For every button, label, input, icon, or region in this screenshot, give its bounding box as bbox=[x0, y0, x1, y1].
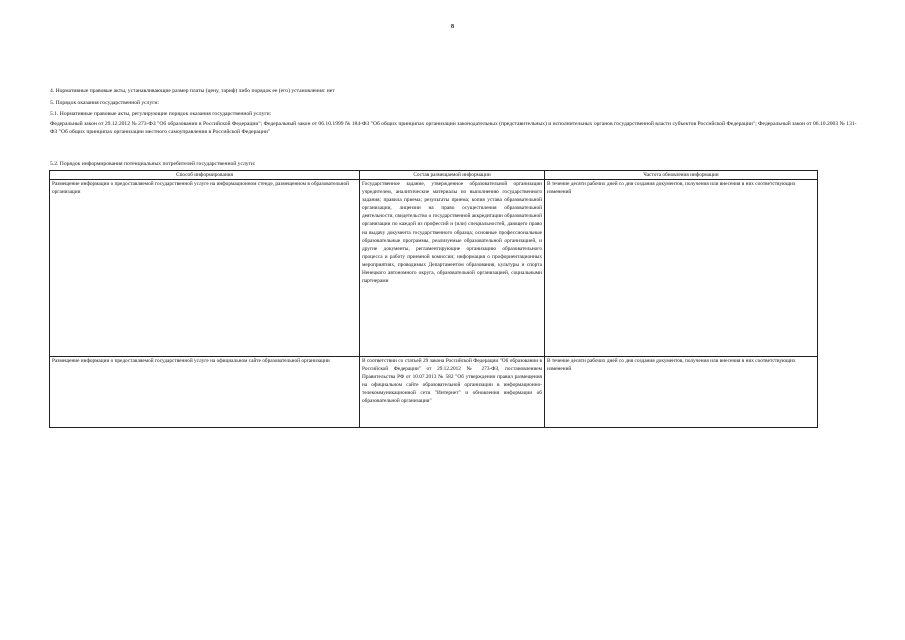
table-row bbox=[50, 180, 818, 357]
item-5-2-informing-heading: 5.2. Порядок информирования потенциальных потребителей государственной услуги: bbox=[50, 161, 256, 167]
cell-content bbox=[360, 357, 545, 428]
header-method: Способ информирования bbox=[50, 171, 360, 180]
cell-content-text: В соответствии со статьей 29 закона Российской Федерации "Об образовании в Российской Федерации" от 29.12.2012 № 273-ФЗ, постановлением Правительства РФ от 10.07.2013 № 582 "Об утверждении правил размещения на официальном сайте образовательной организации в информационно-телекоммуникационной сети "Интернет" и обновления информации об образовательной организации" bbox=[362, 358, 542, 405]
cell-content bbox=[360, 180, 545, 357]
cell-method-text: Размещение информации о предоставляемой государственной услуге на официальном сайте образовательной организации bbox=[52, 358, 330, 364]
header-frequency: Частота обновления информации bbox=[545, 171, 818, 180]
item-5-service-procedure: 5. Порядок оказания государственной услуги: bbox=[50, 100, 160, 106]
informing-table bbox=[49, 170, 818, 428]
table-row bbox=[50, 357, 818, 428]
cell-frequency bbox=[545, 357, 818, 428]
cell-frequency-text: В течение десяти рабочих дней со дня создания документов, получения или внесения в них соответствующих изменений bbox=[547, 181, 796, 196]
header-content: Состав размещаемой информации bbox=[360, 171, 545, 180]
cell-content-text: Государственное задание, утвержденное образовательной организации учредителем, аналитические материалы по выполнению государственного задания; правила приема; результаты приема; копия устава образовательной организации, лицензии на право осуществления образовательной деятельности, свидетельство о государственной аккредитации образовательной организации по каждой из профессий и (или) специальностей, дающего право на выдачу документа государственного образца; основные профессиональные образовательные программы, реализуемые образовательной организацией, и другие документы, регламентирующие организацию образовательного процесса и работу приемной комиссии; информация о профориентационных мероприятиях, проводимых Департаментом образования, культуры и спорта Ненецкого автономного округа, образовательной организацией, социальными партнерами bbox=[362, 181, 542, 285]
item-5-1-regulatory-acts-list: Федеральный закон от 29.12.2012 № 273-ФЗ "Об образовании в Российской Федерации"; Федеральный закон от 06.10.1999 № 184-ФЗ "Об общих принципах организации законодательных (представительных) и исполнительных органов государственной власти субъектов Российской Федерации"; Федеральный закон от 06.10.2003 № 131-ФЗ "Об общих принципах организации местного самоуправления в Российской Федерации" bbox=[50, 121, 857, 136]
page-number: 8 bbox=[451, 24, 454, 30]
item-5-1-regulatory-acts-heading: 5.1. Нормативные правовые акты, регулирующие порядок оказания государственной услуги: bbox=[50, 111, 272, 117]
cell-method bbox=[50, 357, 360, 428]
cell-method bbox=[50, 180, 360, 357]
cell-frequency bbox=[545, 180, 818, 357]
cell-frequency-text: В течение десяти рабочих дней со дня создания документов, получения или внесения в них соответствующих изменений bbox=[547, 358, 796, 373]
table-header-row bbox=[50, 171, 818, 180]
item-4-fee-acts: 4. Нормативные правовые акты, устанавливающие размер платы (цену, тариф) либо порядок ее (его) установления: нет bbox=[50, 88, 335, 94]
cell-method-text: Размещение информации о предоставляемой государственной услуге на информационном стенде, размещенном в образовательной организации bbox=[52, 181, 349, 196]
